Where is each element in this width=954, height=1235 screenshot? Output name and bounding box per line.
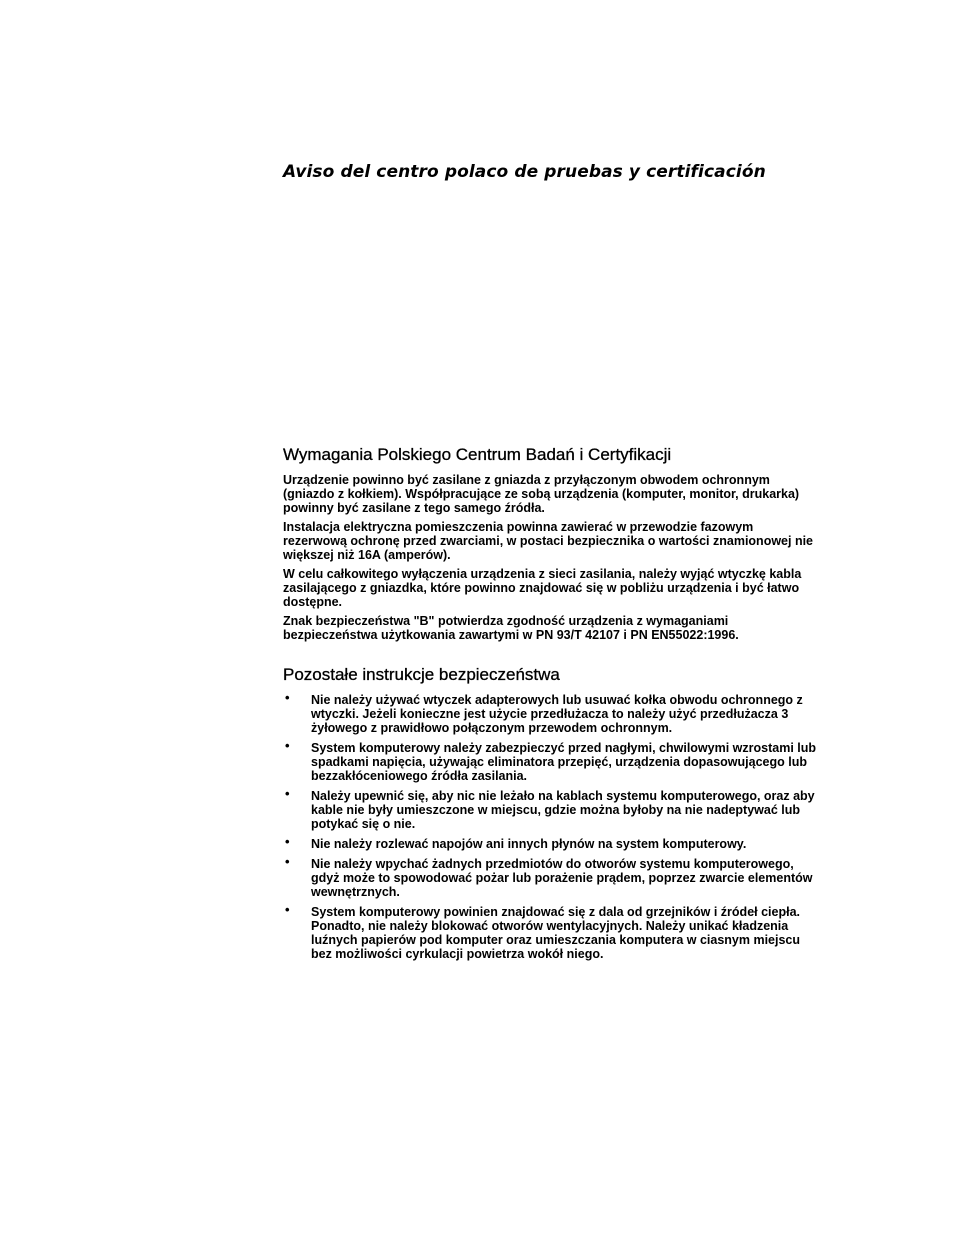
page-title: Aviso del centro polaco de pruebas y certificación (283, 162, 766, 182)
bullet-icon: • (285, 854, 290, 869)
list-item-text: Nie należy wpychać żadnych przedmiotów do otworów systemu komputerowego, gdyż może to spowodować pożar lub porażenie prądem, poprzez zwarcie elementów wewnętrznych. (311, 857, 813, 899)
document-body (283, 444, 818, 967)
list-item (283, 690, 818, 735)
section-polish-requirements (283, 444, 818, 642)
list-item-text: System komputerowy powinien znajdować się z dala od grzejników i źródeł ciepła. Ponadto, nie należy blokować otworów wentylacyjnych. Należy unikać kładzenia luźnych papierów pod komputer oraz umieszczania komputera w ciasnym miejscu bez możliwości cyrkulacji powietrza wokół niego. (311, 905, 801, 961)
list-item-text: Nie należy używać wtyczek adapterowych lub usuwać kołka obwodu ochronnego z wtyczki. Jeżeli konieczne jest użycie przedłużacza to należy użyć przedłużacza 3 żyłowego z prawidłowo połączonym przewodem ochronnym. (311, 693, 803, 735)
list-item-text: System komputerowy należy zabezpieczyć przed nagłymi, chwilowymi wzrostami lub spadkami napięcia, używając eliminatora przepięć, urządzenia dopasowującego lub bezzakłóceniowego źródła zasilania. (311, 741, 817, 783)
paragraph-safety-mark: Znak bezpieczeństwa "B" potwierdza zgodność urządzenia z wymaganiami bezpieczeństwa użytkowania zawartymi w PN 93/T 42107 i PN EN55022:1996. (283, 614, 739, 642)
paragraph-grounded-socket: Urządzenie powinno być zasilane z gniazda z przyłączonym obwodem ochronnym (gniazdo z kołkiem). Współpracujące ze sobą urządzenia (komputer, monitor, drukarka) powinny być zasilane z tego samego źródła. (283, 473, 800, 515)
bullet-icon: • (285, 902, 290, 917)
list-item-text: Nie należy rozlewać napojów ani innych płynów na system komputerowy. (311, 837, 747, 851)
list-item (283, 834, 818, 851)
list-item (283, 854, 818, 899)
paragraph-fuse-protection: Instalacja elektryczna pomieszczenia powinna zawierać w przewodzie fazowym rezerwową ochronę przed zwarciami, w postaci bezpiecznika o wartości znamionowej nie większej niż 16A (amperów). (283, 520, 814, 562)
section-other-safety-instructions (283, 664, 818, 961)
safety-bullet-list (283, 690, 818, 961)
paragraph-disconnect-power: W celu całkowitego wyłączenia urządzenia z sieci zasilania, należy wyjąć wtyczkę kabla zasilającego z gniazdka, które powinno znajdować się w pobliżu urządzenia i być łatwo dostępne. (283, 567, 802, 609)
bullet-icon: • (285, 834, 290, 849)
section-heading-other-instructions: Pozostałe instrukcje bezpieczeństwa (283, 665, 560, 684)
list-item (283, 738, 818, 783)
bullet-icon: • (285, 786, 290, 801)
bullet-icon: • (285, 690, 290, 705)
bullet-icon: • (285, 738, 290, 753)
section-heading-requirements: Wymagania Polskiego Centrum Badań i Certyfikacji (283, 445, 672, 464)
list-item (283, 902, 818, 961)
list-item (283, 786, 818, 831)
list-item-text: Należy upewnić się, aby nic nie leżało na kablach systemu komputerowego, oraz aby kable nie były umieszczone w miejscu, gdzie można byłoby na nie nadeptywać lub potykać się o nie. (311, 789, 815, 831)
